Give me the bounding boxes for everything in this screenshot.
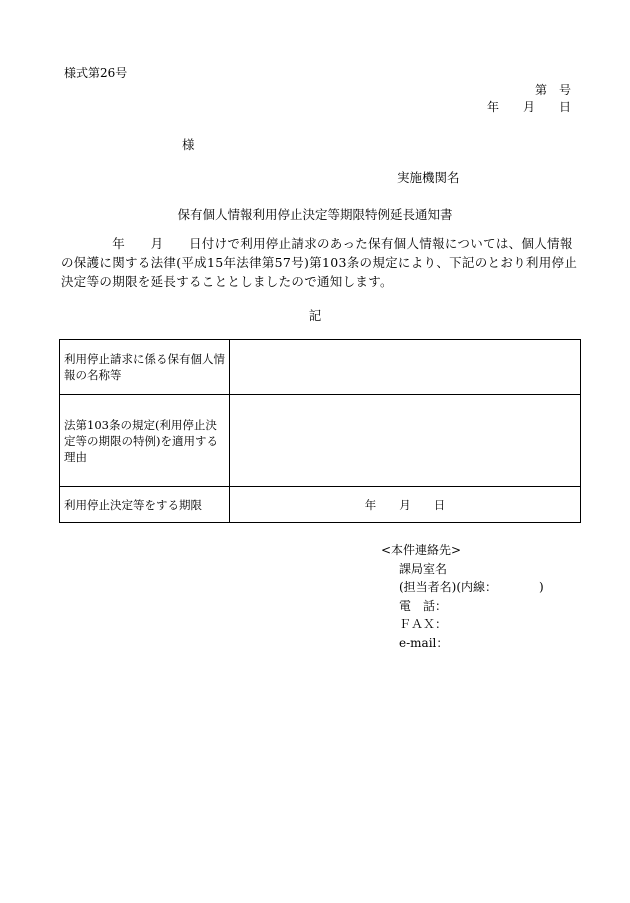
contact-block [381, 541, 544, 652]
details-table [59, 339, 581, 523]
reason-value [230, 395, 581, 487]
table-row [60, 340, 581, 395]
notice-body: 年 月 日付けで利用停止請求のあった保有個人情報については、個人情報の保護に関する法律(平成15年法律第57号)第103条の規定により、下記のとおり利用停止決定等の期限を延長することとしましたので通知します。 [61, 236, 578, 289]
issue-date: 年 月 日 [486, 100, 571, 114]
contact-email: e-mail： [399, 635, 449, 650]
document-number: 第 号 [534, 83, 571, 97]
contact-tel: 電 話： [399, 598, 448, 613]
contact-heading: <本件連絡先> [381, 543, 462, 557]
contact-fax: ＦＡＸ： [399, 617, 448, 631]
contact-person: (担当者名)(内線： ) [399, 580, 544, 594]
deadline-label: 利用停止決定等をする期限 [60, 487, 230, 523]
addressee: 様 [182, 137, 195, 152]
form-number: 様式第26号 [64, 66, 128, 80]
table-row [60, 487, 581, 523]
document-title: 保有個人情報利用停止決定等期限特例延長通知書 [177, 207, 453, 222]
ki-heading: 記 [308, 308, 322, 323]
contact-dept: 課局室名 [399, 561, 448, 576]
info-name-label: 利用停止請求に係る保有個人情報の名称等 [60, 340, 230, 395]
deadline-value: 年 月 日 [230, 487, 581, 523]
info-name-value [230, 340, 581, 395]
table-row [60, 395, 581, 487]
organization-name: 実施機関名 [397, 170, 460, 185]
reason-label: 法第103条の規定(利用停止決定等の期限の特例)を適用する理由 [60, 395, 230, 487]
